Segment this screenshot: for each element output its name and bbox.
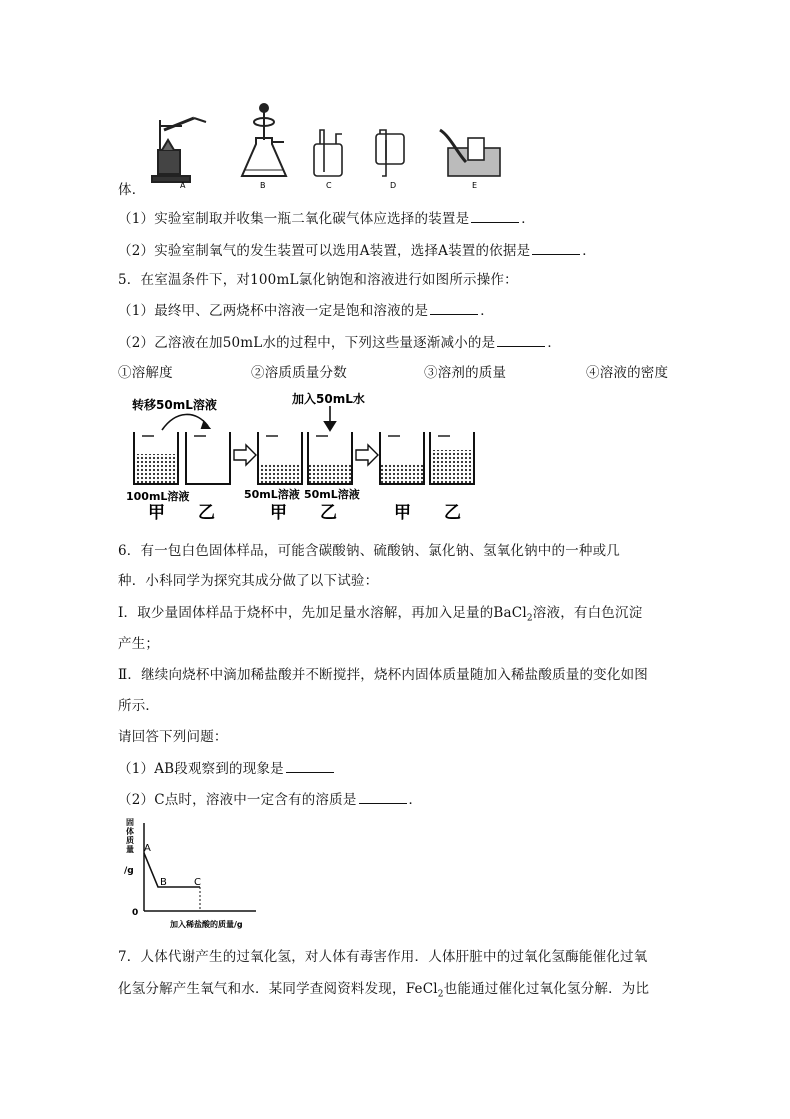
label-a: A [180,181,186,190]
label-100ml: 100mL溶液 [126,490,190,503]
q7-l2-b: 也能通过催化过氧化氢分解．为比 [443,981,650,997]
q7-l2-sub: 2 [437,989,444,1000]
chart-ylabel-3: 质 [126,836,134,845]
q5-sub2-text: （2）乙溶液在加50mL水的过程中，下列这些量逐渐减小的是 [118,335,496,351]
apparatus-b [242,104,286,176]
q6-step1-1 [118,604,642,628]
label-yi-3: 乙 [444,503,461,522]
chart-ylabel-unit: /g [124,866,134,876]
apparatus-c [314,130,342,176]
label-b: B [260,181,266,190]
q6-step2-2: 所示． [118,698,160,714]
point-b-label: B [160,877,167,888]
q6-sub2 [118,790,422,809]
q7-l2-a: 化氢分解产生氧气和水．某同学查阅资料发现，FeCl [118,981,438,997]
label-c: C [326,181,332,190]
label-jia-3: 甲 [394,503,411,522]
q4-sub2 [118,241,596,260]
q5-sub1 [118,301,494,320]
q5-sub1-end: ． [480,303,494,319]
chart-ylabel-1: 固 [126,818,134,827]
q5-option-2: ②溶质质量分数 [251,365,347,381]
q6-stem-1: 6．有一包白色固体样品，可能含碳酸钠、硫酸钠、氯化钠、氢氧化钠中的一种或几 [118,543,620,559]
q6-step1-sub: 2 [526,613,533,624]
chart-ylabel-2: 体 [126,827,134,836]
q6-step1-2: 产生； [118,636,160,652]
beaker-figure [124,392,484,522]
answer-blank[interactable] [471,209,519,223]
apparatus-a [152,118,206,182]
q6-step1-a: Ⅰ．取少量固体样品于烧杯中，先加足量水溶解，再加入足量的BaCl [118,605,527,621]
q5-option-4: ④溶液的密度 [586,365,669,381]
q4-lead: 体． [118,182,146,198]
q6-sub1-text: （1）AB段观察到的现象是 [118,761,284,777]
chart-xlabel: 加入稀盐酸的质量/g [170,920,243,929]
q7-line-1: 7．人体代谢产生的过氧化氢，对人体有毒害作用．人体肝脏中的过氧化氢酶能催化过氧 [118,949,648,965]
transfer-label: 转移50mL溶液 [132,398,217,412]
q5-sub1-text: （1）最终甲、乙两烧杯中溶液一定是饱和溶液的是 [118,303,429,319]
q5-sub2-end: ． [547,335,562,351]
q6-sub2-end: ． [408,792,423,808]
label-jia-2: 甲 [270,503,287,522]
q4-sub2-text: （2）实验室制氧气的发生装置可以选用A装置，选择A装置的依据是 [118,243,531,259]
apparatus-d [376,130,404,176]
label-jia-1: 甲 [148,503,165,522]
q5-stem: 5．在室温条件下，对100mL氯化钠饱和溶液进行如图所示操作： [118,272,518,288]
label-50ml-a: 50mL溶液 [244,488,300,501]
add-water-label: 加入50mL水 [292,392,365,406]
mass-chart [120,815,270,933]
q5-option-1: ①溶解度 [118,365,173,381]
point-c-label: C [194,877,201,888]
q6-stem-2: 种．小科同学为探究其成分做了以下试验： [118,573,379,589]
q6-step1-b: 溶液，有白色沉淀 [532,605,643,621]
chart-series-line [144,853,200,887]
q6-sub1 [118,759,336,778]
q6-ask: 请回答下列问题： [118,729,228,745]
answer-blank[interactable] [497,333,545,347]
point-a-label: A [144,843,151,854]
q5-option-3: ③溶剂的质量 [424,365,507,381]
chart-ylabel-4: 量 [126,845,134,854]
q6-step2-1: Ⅱ．继续向烧杯中滴加稀盐酸并不断搅拌，烧杯内固体质量随加入稀盐酸质量的变化如图 [118,667,648,683]
apparatus-figure [150,100,510,192]
answer-blank[interactable] [359,790,407,804]
q4-sub1 [118,209,535,228]
answer-blank[interactable] [430,301,478,315]
label-e: E [472,181,478,190]
chart-origin: 0 [132,908,139,918]
beaker-yi-1 [186,432,230,484]
q7-line-2 [118,980,649,1004]
q4-sub1-text: （1）实验室制取并收集一瓶二氧化碳气体应选择的装置是 [118,211,470,227]
label-yi-1: 乙 [198,503,215,522]
label-yi-2: 乙 [320,503,337,522]
answer-blank[interactable] [532,241,580,255]
answer-blank[interactable] [286,759,334,773]
q4-sub2-end: ． [582,243,596,259]
q6-sub2-text: （2）C点时，溶液中一定含有的溶质是 [118,792,357,808]
apparatus-e [440,130,500,176]
label-50ml-b: 50mL溶液 [304,488,360,501]
q5-sub2 [118,333,561,352]
q4-sub1-end: ． [521,211,535,227]
label-d: D [390,181,397,190]
